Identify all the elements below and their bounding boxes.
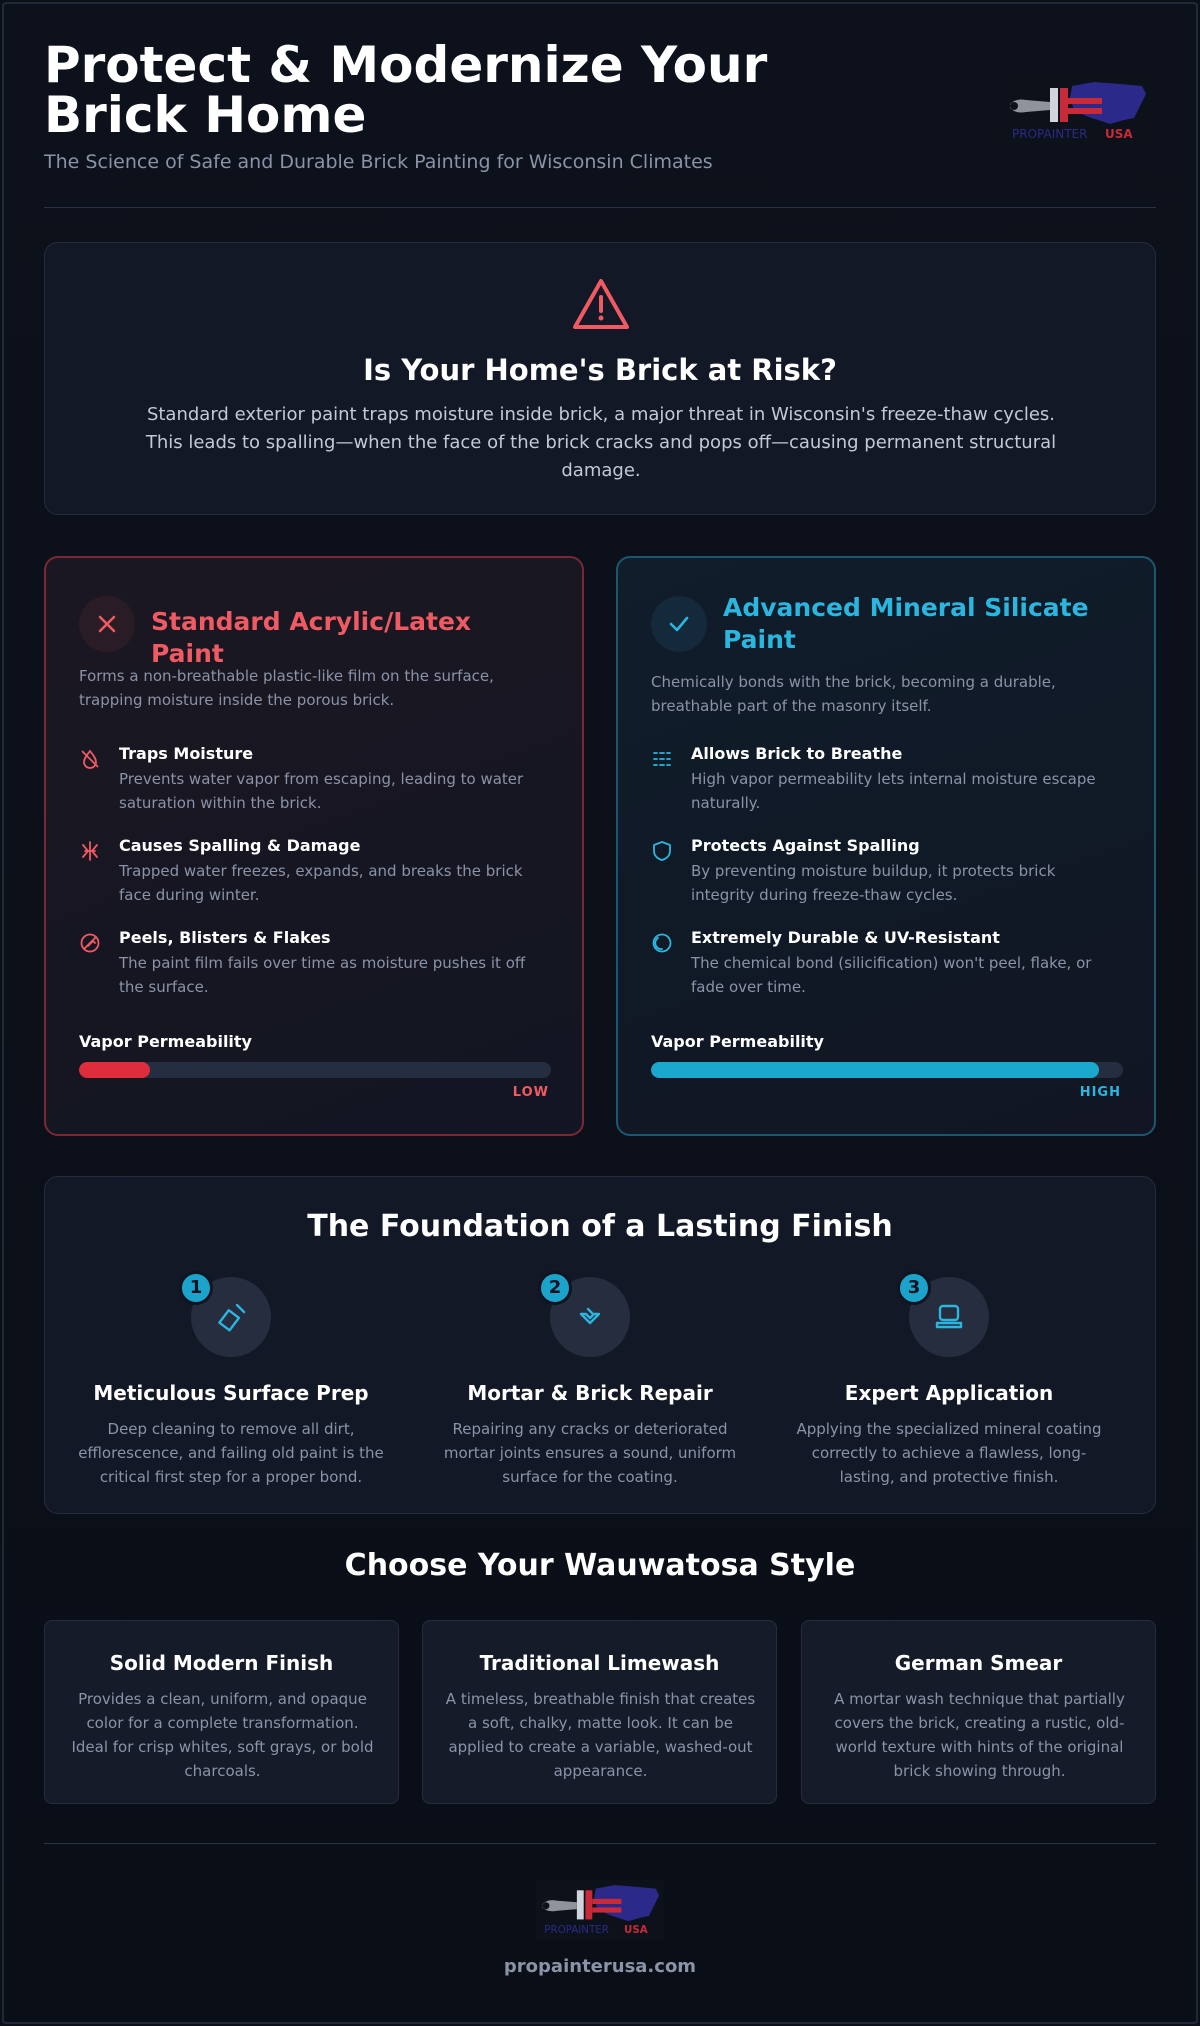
styles-title: Choose Your Wauwatosa Style: [344, 1548, 856, 1583]
feature-title: Traps Moisture: [119, 744, 254, 763]
page-subtitle: The Science of Safe and Durable Brick Painting for Wisconsin Climates: [44, 151, 713, 173]
vapor-permeability-fill: [79, 1062, 150, 1078]
trowel-icon: [572, 1299, 608, 1335]
step-number: 1: [179, 1271, 213, 1305]
vapor-permeability-level: HIGH: [1079, 1085, 1121, 1100]
mineral-paint-title: Advanced Mineral Silicate Paint: [723, 593, 1089, 654]
foundation-title: The Foundation of a Lasting Finish: [307, 1209, 893, 1244]
feature-title: Peels, Blisters & Flakes: [119, 928, 331, 947]
vapor-permeability-label: Vapor Permeability: [79, 1032, 252, 1051]
mineral-paint-header: [651, 592, 1121, 662]
logo-text-propainter: PROPAINTER: [544, 1924, 609, 1937]
step-number: 2: [538, 1271, 572, 1305]
risk-title: Is Your Home's Brick at Risk?: [363, 353, 837, 387]
risk-text: Standard exterior paint traps moisture inside brick, a major threat in Wisconsin's freeze-thaw cycles. This leads to spalling—when the face of the brick cracks and pops off—causing permanent structural damage.: [145, 404, 1057, 481]
footer-logo[interactable]: [534, 1880, 666, 1940]
mineral-feature: [651, 836, 1121, 916]
standard-paint-title: Standard Acrylic/Latex Paint: [151, 607, 472, 668]
mineral-paint-desc: Chemically bonds with the brick, becoming a durable, breathable part of the masonry itself.: [651, 673, 1056, 715]
page-title: Protect & Modernize Your Brick Home: [44, 36, 768, 144]
standard-feature: [79, 928, 549, 1008]
crack-icon: [79, 840, 101, 862]
vapor-permeability-level: LOW: [512, 1085, 549, 1100]
step-title: Meticulous Surface Prep: [93, 1381, 369, 1405]
standard-paint-desc: Forms a non-breathable plastic-like film on the surface, trapping moisture inside the porous brick.: [79, 667, 494, 709]
feature-text: High vapor permeability lets internal moisture escape naturally.: [691, 770, 1096, 812]
standard-feature: [79, 836, 549, 916]
step-title: Expert Application: [844, 1381, 1054, 1405]
style-name: Solid Modern Finish: [109, 1651, 334, 1675]
shield-icon: [651, 840, 673, 862]
logo-text-usa: USA: [624, 1924, 648, 1937]
logo-text-propainter: PROPAINTER: [1012, 127, 1088, 141]
style-card-solid-modern[interactable]: [44, 1620, 399, 1804]
vapor-permeability-bar: [651, 1062, 1123, 1078]
blocked-drop-icon: [79, 748, 101, 770]
mineral-feature: [651, 744, 1121, 824]
company-logo[interactable]: [1002, 76, 1152, 146]
step-number: 3: [897, 1271, 931, 1305]
breathe-icon: [651, 748, 673, 770]
standard-feature: [79, 744, 549, 824]
style-desc: Provides a clean, uniform, and opaque color for a complete transformation. Ideal for crisp whites, soft grays, or bold charcoals.: [71, 1690, 374, 1780]
vapor-permeability-bar: [79, 1062, 551, 1078]
style-desc: A mortar wash technique that partially covers the brick, creating a rustic, old-world texture with hints of the original brick showing through.: [834, 1690, 1125, 1780]
mineral-feature: [651, 928, 1121, 1008]
step-text: Deep cleaning to remove all dirt, efflorescence, and failing old paint is the critical first step for a proper bond.: [78, 1420, 384, 1486]
x-mark-icon: [79, 596, 135, 652]
foundation-card: [44, 1176, 1156, 1514]
feature-text: Trapped water freezes, expands, and breaks the brick face during winter.: [119, 862, 523, 904]
style-desc: A timeless, breathable finish that creates a soft, chalky, matte look. It can be applied to create a variable, washed-out appearance.: [445, 1690, 756, 1780]
vapor-permeability-fill: [651, 1062, 1099, 1078]
feature-text: By preventing moisture buildup, it protects brick integrity during freeze-thaw cycles.: [691, 862, 1056, 904]
step-text: Applying the specialized mineral coating correctly to achieve a flawless, long-lasting, and protective finish.: [796, 1420, 1102, 1486]
footer-url-link[interactable]: propainterusa.com: [503, 1956, 697, 1977]
style-name: Traditional Limewash: [479, 1651, 720, 1675]
standard-paint-header: [79, 592, 549, 668]
vapor-permeability-label: Vapor Permeability: [651, 1032, 824, 1051]
roller-icon: [931, 1299, 967, 1335]
feature-text: The paint film fails over time as moisture pushes it off the surface.: [119, 954, 526, 996]
feature-text: The chemical bond (silicification) won't peel, flake, or fade over time.: [691, 954, 1092, 996]
feature-title: Protects Against Spalling: [691, 836, 920, 855]
mineral-paint-card: [616, 556, 1156, 1136]
sun-icon: [651, 932, 673, 954]
step-title: Mortar & Brick Repair: [467, 1381, 713, 1405]
no-paint-icon: [79, 932, 101, 954]
footer-divider: [44, 1843, 1156, 1844]
step-text: Repairing any cracks or deteriorated mortar joints ensures a sound, uniform surface for the coating.: [443, 1420, 737, 1486]
warning-triangle-icon: [571, 277, 631, 331]
feature-title: Causes Spalling & Damage: [119, 836, 361, 855]
risk-card: [44, 242, 1156, 515]
feature-title: Allows Brick to Breathe: [691, 744, 903, 763]
style-name: German Smear: [894, 1651, 1063, 1675]
style-card-limewash[interactable]: [422, 1620, 777, 1804]
standard-paint-card: [44, 556, 584, 1136]
feature-text: Prevents water vapor from escaping, leading to water saturation within the brick.: [119, 770, 524, 812]
feature-title: Extremely Durable & UV-Resistant: [691, 928, 1000, 947]
style-card-german-smear[interactable]: [801, 1620, 1156, 1804]
page-content: [44, 0, 1156, 1977]
header: [44, 0, 1156, 208]
logo-text-usa: USA: [1105, 127, 1133, 141]
eraser-icon: [213, 1299, 249, 1335]
check-mark-icon: [651, 596, 707, 652]
